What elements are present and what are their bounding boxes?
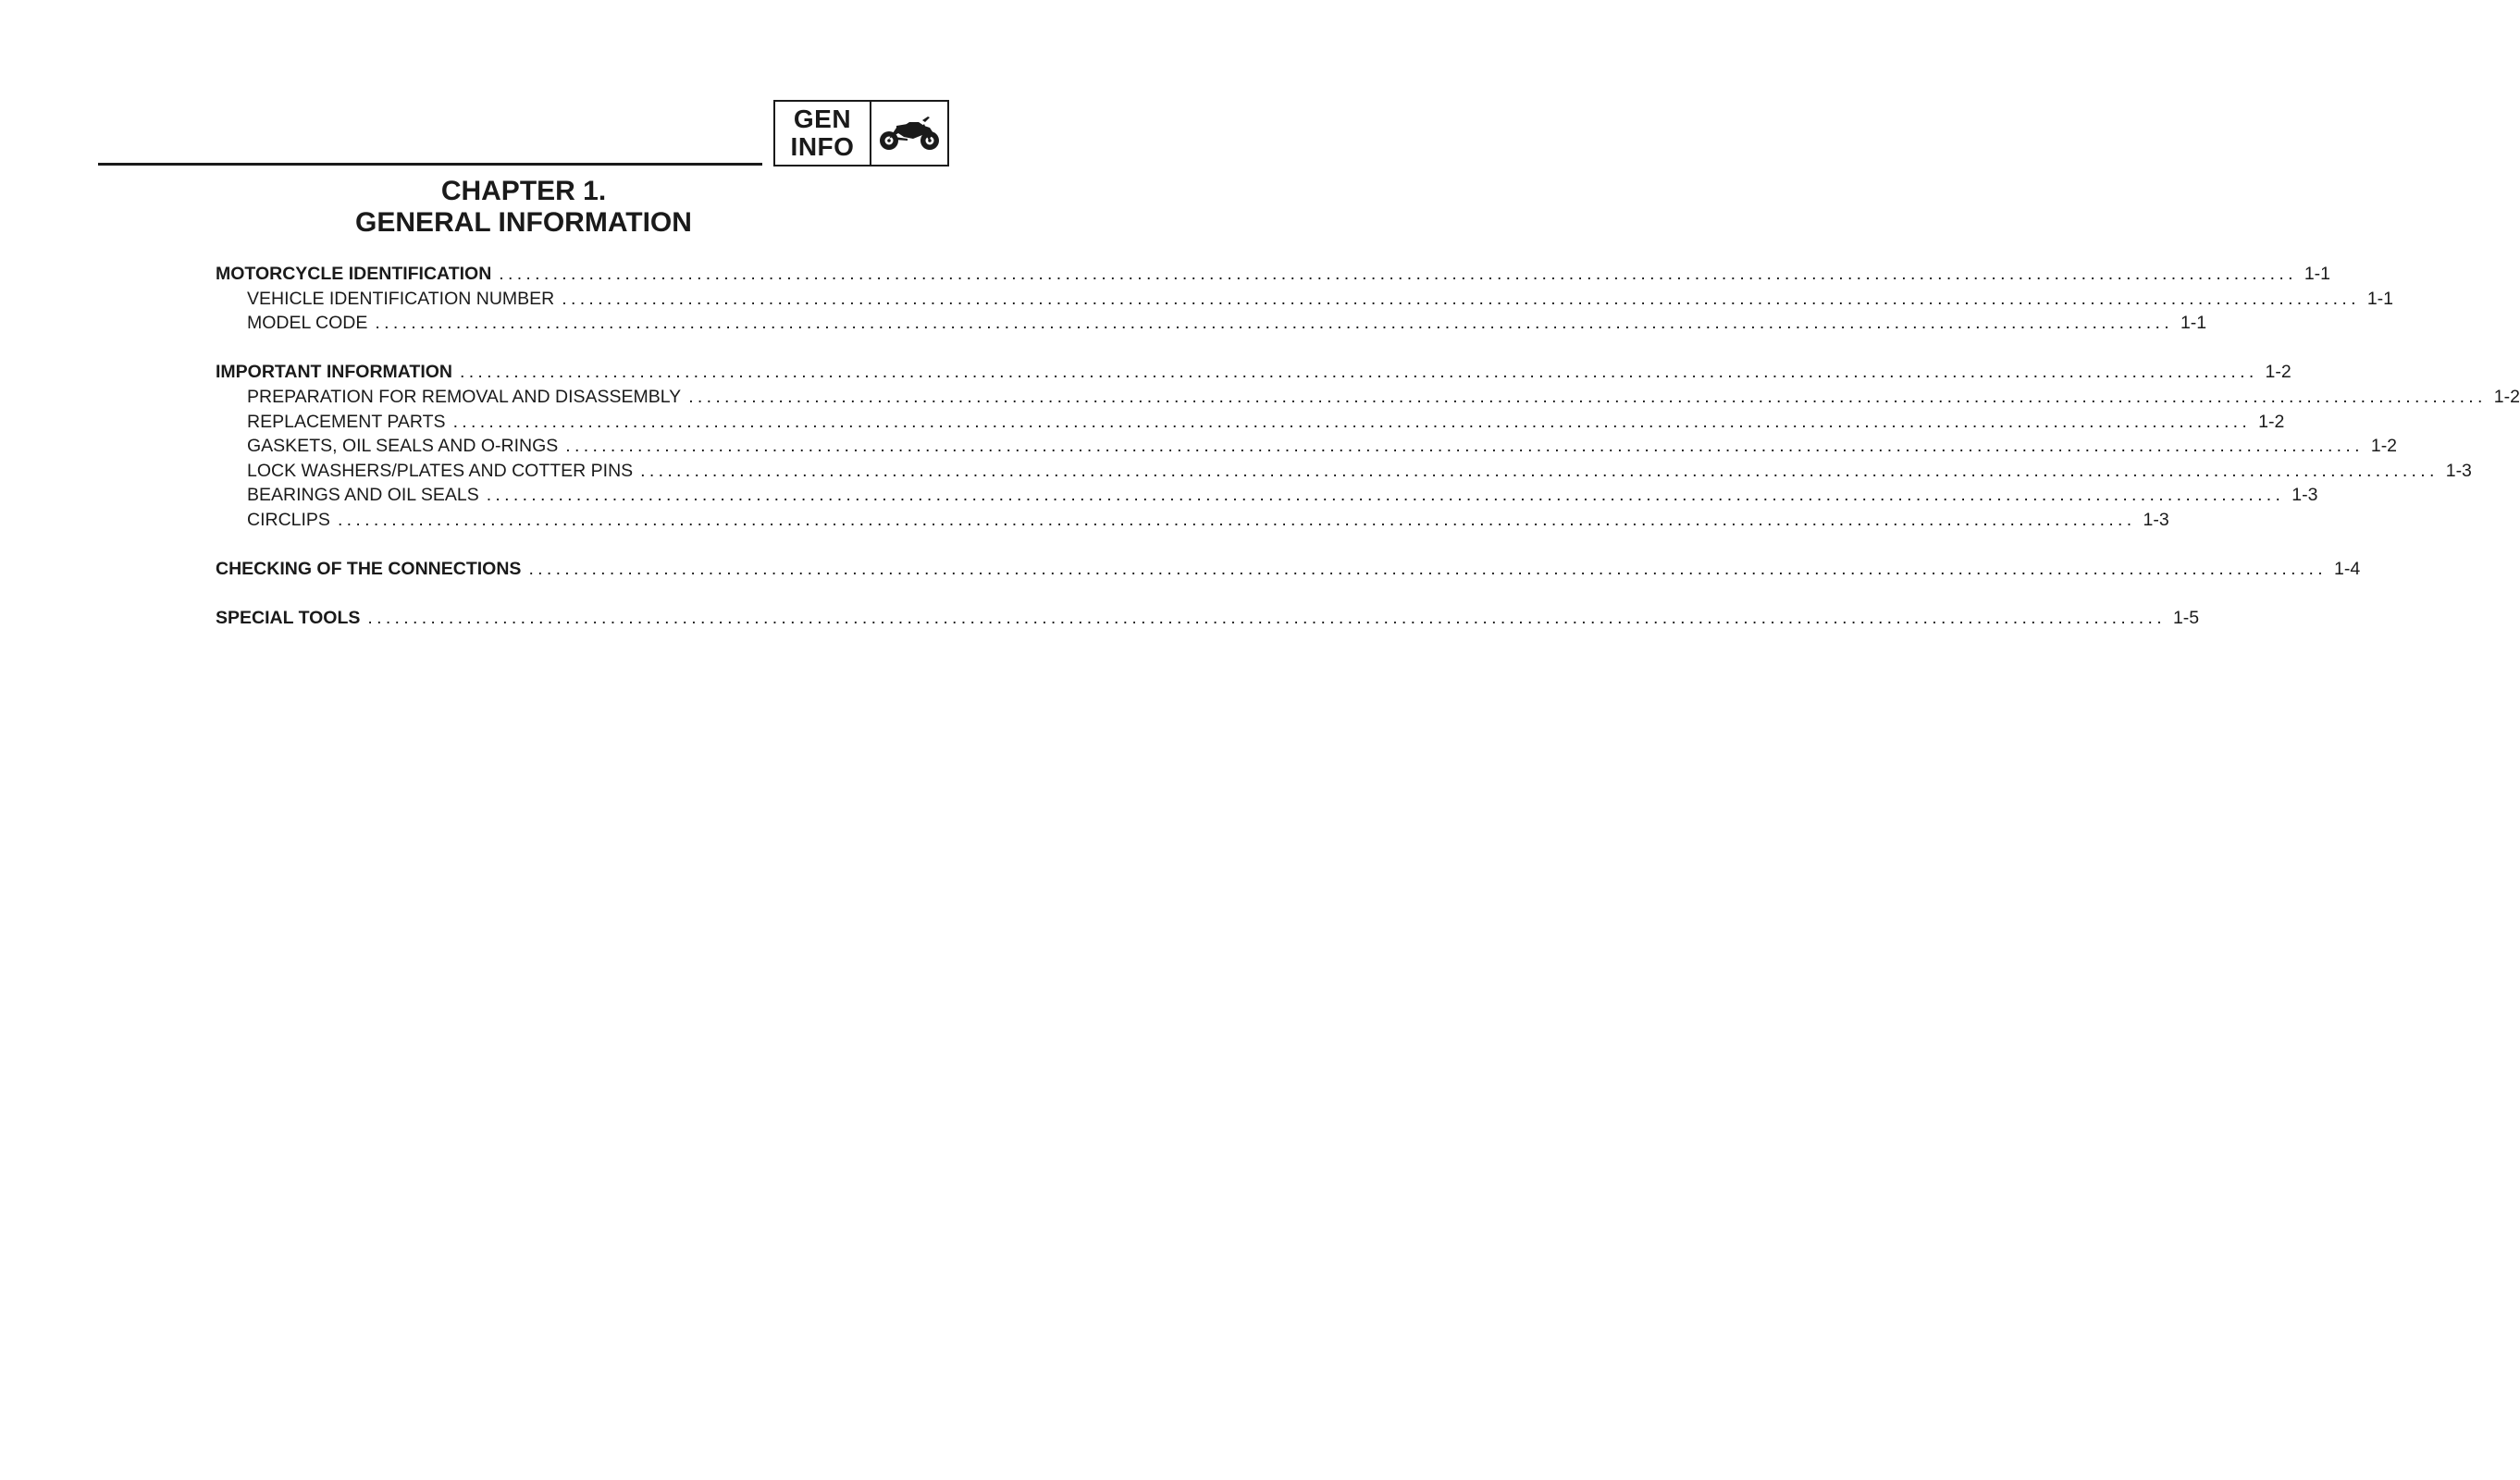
toc-entry-page: 1-3 [2445, 460, 2472, 481]
chapter-title: GENERAL INFORMATION [355, 207, 692, 238]
toc-entry-page: 1-5 [2172, 608, 2200, 629]
table-of-contents [216, 264, 2520, 633]
toc-entry-label: BEARINGS AND OIL SEALS [247, 485, 479, 506]
toc-entry[interactable] [216, 559, 2361, 584]
section-tab-line2: INFO [790, 132, 855, 161]
toc-leader-dots: ........................................................................................................................................................................................................ [337, 509, 2136, 530]
toc-entry-label: SPECIAL TOOLS [216, 608, 361, 629]
toc-entry[interactable] [216, 362, 2291, 387]
toc-entry-label: IMPORTANT INFORMATION [216, 362, 452, 383]
toc-entry-page: 1-3 [2291, 485, 2318, 506]
toc-entry-label: REPLACEMENT PARTS [247, 411, 446, 432]
toc-leader-dots: ........................................................................................................................................................................................................ [565, 436, 2364, 457]
toc-entry-label: MOTORCYCLE IDENTIFICATION [216, 264, 492, 284]
toc-entry-page: 1-2 [2265, 362, 2291, 383]
toc-entry[interactable] [216, 411, 2285, 437]
toc-leader-dots: ........................................................................................................................................................................................................ [486, 485, 2285, 506]
toc-entry[interactable] [216, 485, 2318, 510]
toc-entry[interactable] [216, 460, 2472, 486]
toc-entry-page: 1-2 [2258, 411, 2285, 432]
section-tab [773, 100, 949, 166]
toc-entry-label: GASKETS, OIL SEALS AND O-RINGS [247, 436, 559, 457]
toc-entry-label: CIRCLIPS [247, 509, 330, 530]
toc-entry-page: 1-1 [2366, 288, 2393, 309]
toc-entry-page: 1-2 [2370, 436, 2398, 457]
toc-entry-label: LOCK WASHERS/PLATES AND COTTER PINS [247, 460, 634, 481]
toc-entry[interactable] [216, 288, 2393, 314]
header-rule [98, 163, 762, 166]
toc-entry-label: VEHICLE IDENTIFICATION NUMBER [247, 288, 555, 309]
motorcycle-icon [871, 102, 947, 165]
toc-entry-page: 1-3 [2143, 509, 2169, 530]
toc-entry-label: MODEL CODE [247, 313, 368, 334]
toc-leader-dots: ........................................................................................................................................................................................................ [640, 460, 2439, 481]
toc-leader-dots: ........................................................................................................................................................................................................ [562, 288, 2360, 309]
toc-entry-page: 1-1 [2180, 313, 2207, 334]
toc-leader-dots: ........................................................................................................................................................................................................ [367, 608, 2166, 629]
toc-entry-label: CHECKING OF THE CONNECTIONS [216, 559, 522, 580]
chapter-number: CHAPTER 1. [440, 176, 607, 206]
toc-entry[interactable] [216, 264, 2331, 289]
toc-leader-dots: ........................................................................................................................................................................................................ [375, 313, 2173, 334]
toc-entry-label: PREPARATION FOR REMOVAL AND DISASSEMBLY [247, 386, 682, 407]
toc-entry-page: 1-2 [2493, 386, 2520, 407]
toc-leader-dots: ........................................................................................................................................................................................................ [688, 386, 2487, 407]
toc-entry-page: 1-4 [2333, 559, 2361, 580]
toc-entry[interactable] [216, 509, 2169, 535]
motorcycle-icon-svg [876, 115, 943, 152]
toc-leader-dots: ........................................................................................................................................................................................................ [460, 362, 2258, 383]
section-tab-label [775, 102, 871, 165]
toc-entry[interactable] [216, 436, 2398, 461]
toc-entry-page: 1-1 [2304, 264, 2331, 284]
toc-entry[interactable] [216, 313, 2207, 338]
toc-entry[interactable] [216, 608, 2200, 633]
toc-leader-dots: ........................................................................................................................................................................................................ [452, 411, 2252, 432]
toc-entry[interactable] [216, 386, 2520, 412]
toc-leader-dots: ........................................................................................................................................................................................................ [499, 264, 2297, 284]
toc-leader-dots: ........................................................................................................................................................................................................ [528, 559, 2327, 580]
section-tab-line1: GEN [793, 105, 852, 133]
